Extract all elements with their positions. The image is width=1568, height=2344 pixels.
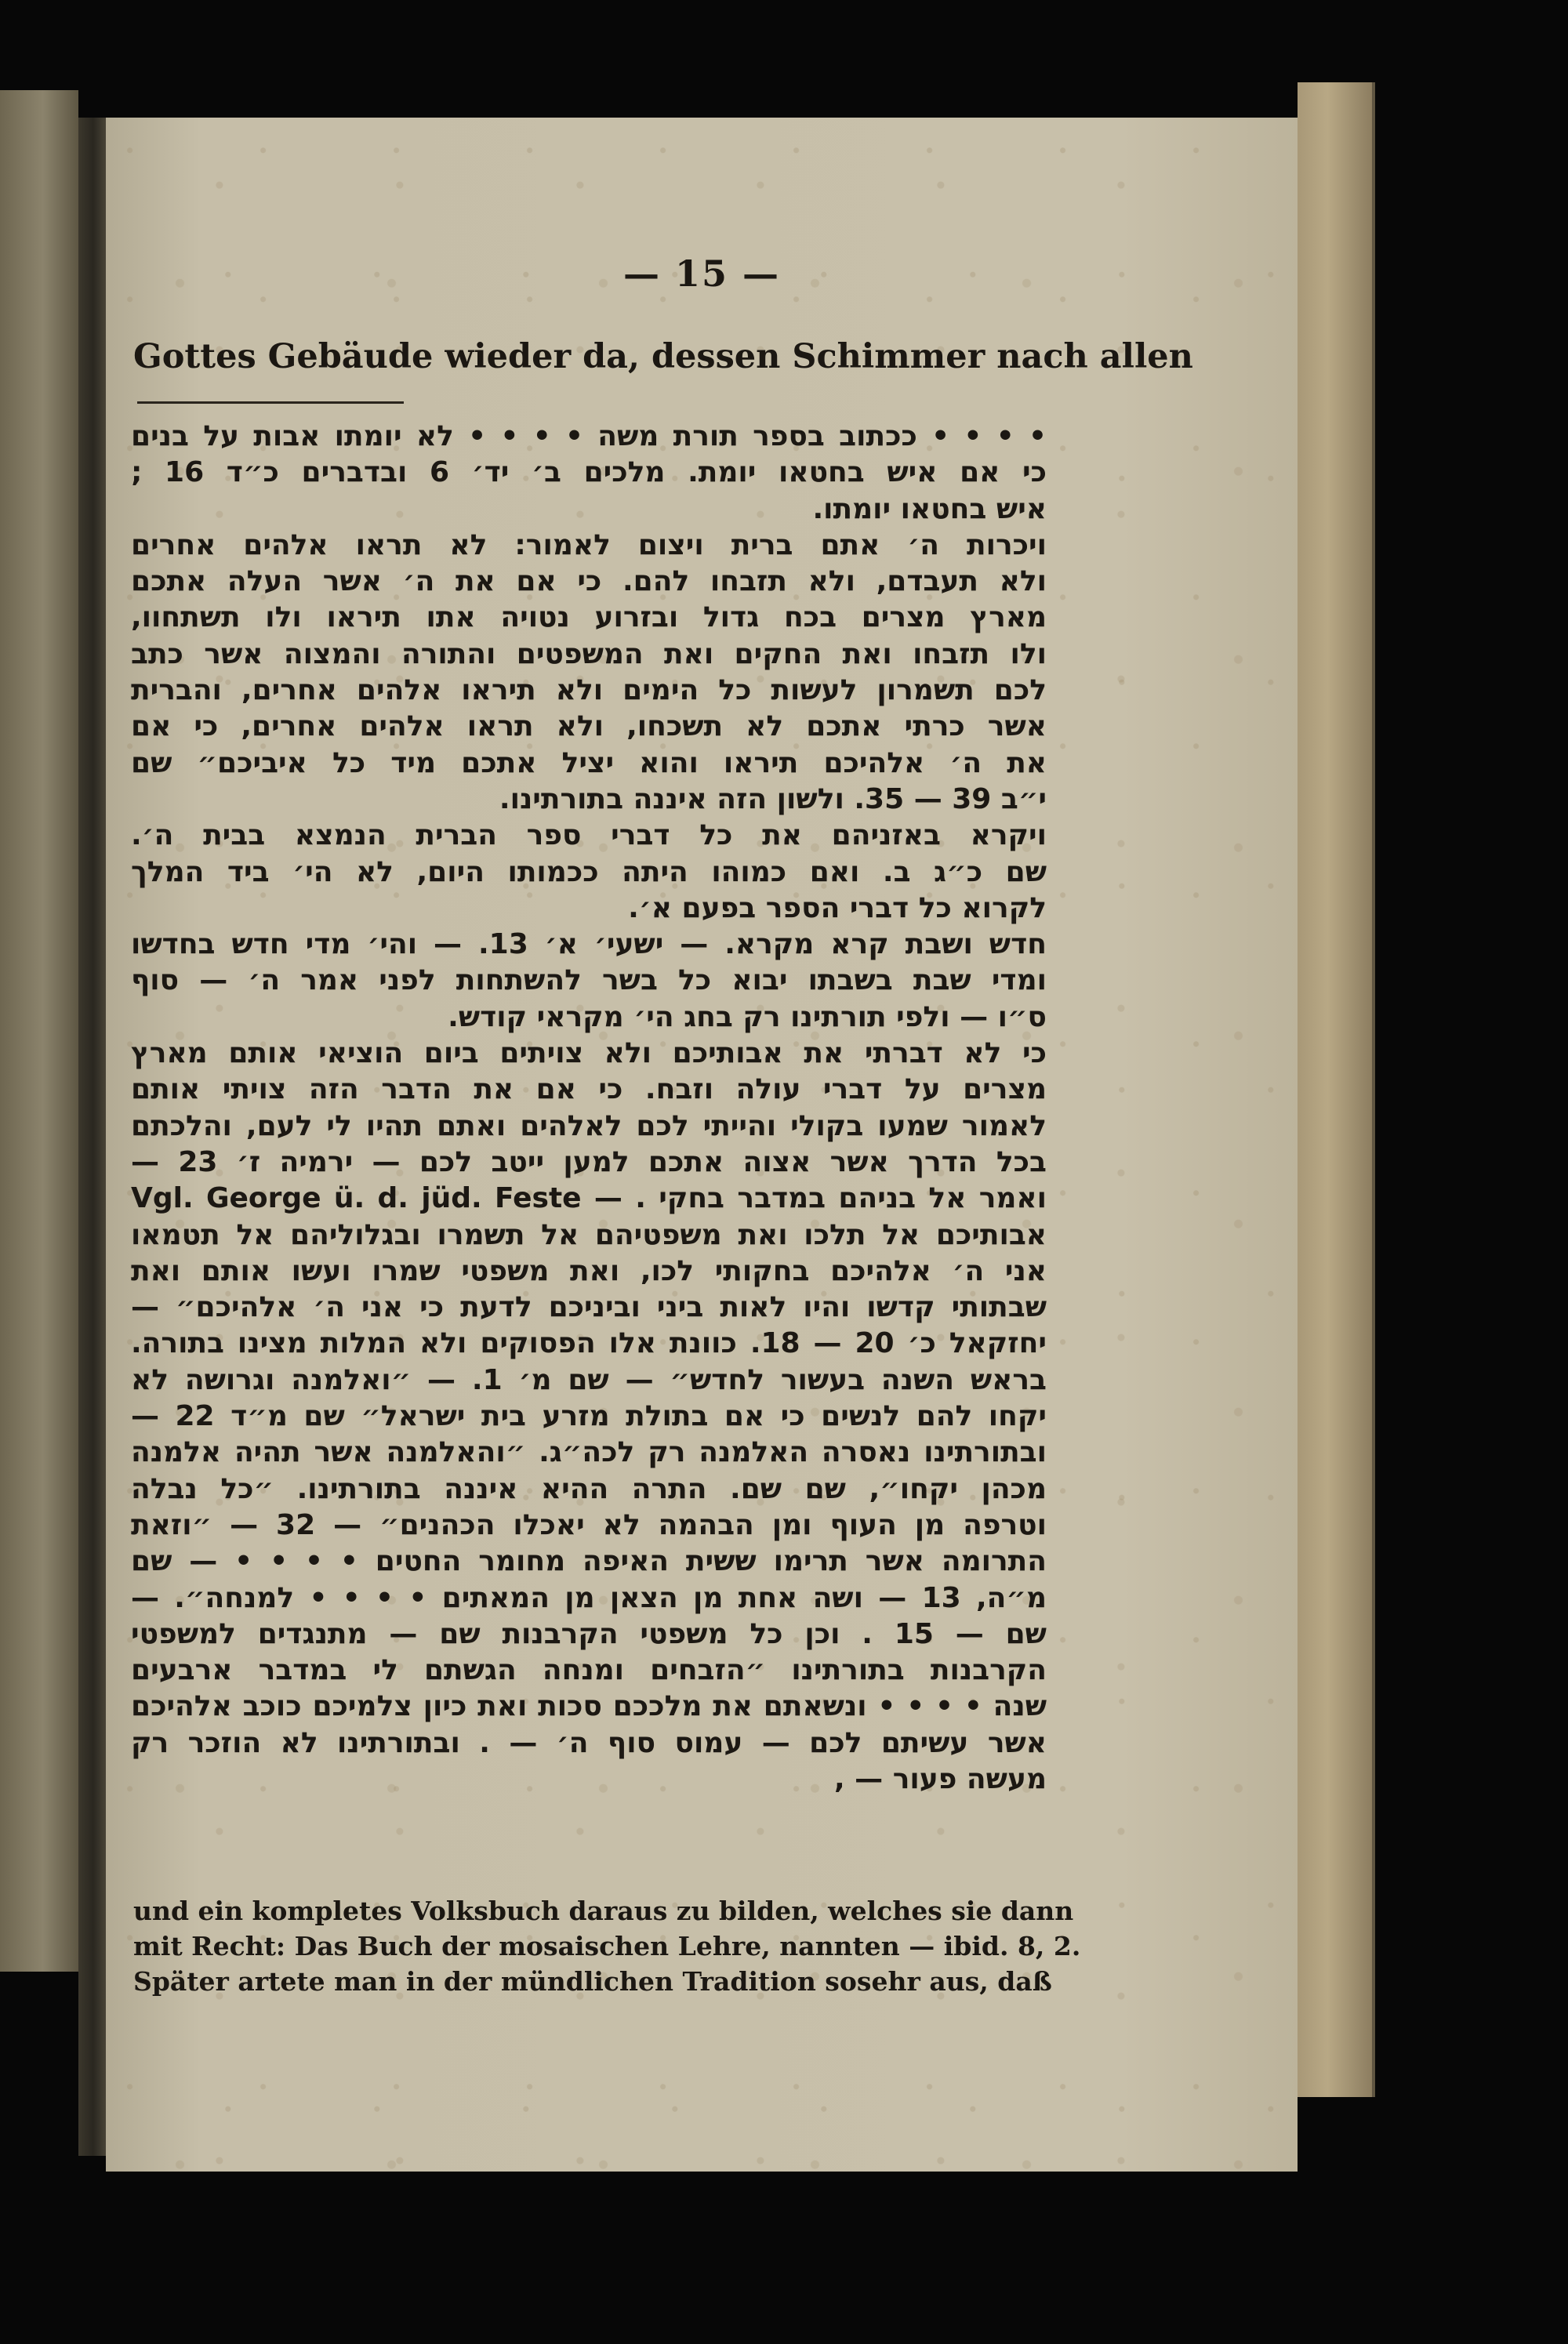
page-number: — 15 — [622,252,781,295]
hebrew-footnote [131,419,1047,1798]
hebrew-line: ובתורתינו נאסרה האלמנה רק לכה״ג. ״והאלמנה אשר תהיה אלמנה [131,1436,1047,1469]
hebrew-line: מ״ה, 13 — ושה אחת מן הצאן מן המאתים • • • • למנחה״. — [131,1581,1047,1614]
hebrew-line: איש בחטאו יומתו. [812,492,1047,525]
german-continuation [133,1893,1081,1999]
hebrew-line: הקרבנות בתורתינו ״הזבחים ומנחה הגשתם לי במדבר ארבעים [131,1654,1047,1687]
hebrew-line: מעשה פעור — , [833,1762,1047,1795]
footnote-rule [137,401,404,404]
hebrew-line: ס״ו — ולפי תורתינו רק בחג הי׳ מקראי קודש. [448,1000,1047,1033]
hebrew-line: י״ב 39 — 35. ולשון הזה איננה בתורתינו. [499,782,1047,815]
hebrew-line: לקרוא כל דברי הספר בפעם א׳. [628,891,1047,924]
hebrew-line: ויקרא באזניהם את כל דברי ספר הברית הנמצא בבית ה׳. [131,819,1047,852]
hebrew-line: שם כ״ג ב. ואם כמוהו היתה ככמותו היום, לא הי׳ ביד המלך [131,855,1047,888]
hebrew-line: בראש השנה בעשור לחדש״ — שם מ׳ 1. — ״ואלמנה וגרושה לא [131,1363,1047,1396]
hebrew-line: לאמור שמעו בקולי והייתי לכם לאלהים ואתם תהיו לי לעם, והלכתם [131,1109,1047,1142]
book-page [106,118,1298,2172]
hebrew-line: יחזקאל כ׳ 20 — 18. כוונת אלו הפסוקים ולא המלות מצינו בתורה. [131,1327,1047,1360]
german-line: und ein kompletes Volksbuch daraus zu bilden, welches sie dann [133,1896,1074,1926]
hebrew-line: ומדי שבת בשבתו יבוא כל בשר להשתחות לפני אמר ה׳ — סוף [131,964,1047,997]
hebrew-line: ולא תעבדם, ולא תזבחו להם. כי אם את ה׳ אשר העלה אתכם [131,565,1047,598]
hebrew-line: כי אם איש בחטאו יומת. מלכים ב׳ יד׳ 6 ובדברים כ״ד 16 ; [131,456,1047,489]
german-line: Später artete man in der mündlichen Tradition sosehr aus, daß [133,1966,1052,1997]
hebrew-line: אני ה׳ אלהיכם בחקותי לכו, ואת משפטי שמרו ועשו אותם ואת [131,1254,1047,1287]
hebrew-line: שם — 15 . וכן כל משפטי הקרבנות שם — מתנגדים למשפטי [131,1617,1047,1650]
hebrew-line: • • • • ככתוב בספר תורת משה • • • • לא יומתו אבות על בנים [131,420,1047,452]
hebrew-line: מצרים על דברי עולה וזבח. כי אם את הדבר הזה צויתי אותם [131,1073,1047,1106]
hebrew-line: התרומה אשר תרימו ששית האיפה מחומר החטים • • • • — שם [131,1545,1047,1578]
hebrew-line: אבותיכם אל תלכו ואת משפטיהם אל תשמרו ובגלוליהם אל תטמאו [131,1218,1047,1251]
hebrew-line: אשר כרתי אתכם לא תשכחו, ולא תראו אלהים אחרים, כי אם [131,710,1047,743]
hebrew-line: את ה׳ אלהיכם תיראו והוא יציל אתכם מיד כל איביכם״ שם [131,746,1047,779]
hebrew-line: חדש ושבת קרא מקרא. — ישעי׳ א׳ 13. — והי׳ מדי חדש בחדשו [131,928,1047,961]
hebrew-line: ולו תזבחו ואת החקים ואת המשפטים והתורה והמצוה אשר כתב [131,637,1047,670]
header-line: Gottes Gebäude wieder da, dessen Schimmer nach allen [133,337,1193,376]
hebrew-line: שנה • • • • ונשאתם את מלככם סכות ואת כיון צלמיכם כוכב אלהיכם [131,1690,1047,1723]
book-gutter [78,118,108,2156]
hebrew-line: Vgl. George ü. d. jüd. Feste — . ואמר אל בניהם במדבר בחקי [131,1182,1047,1215]
left-page-edge [0,90,78,1972]
german-line: mit Recht: Das Buch der mosaischen Lehre, nannten — ibid. 8, 2. [133,1931,1081,1961]
hebrew-line: מכהן יקחו״, שם שם. התרה ההיא איננה בתורתינו. ״כל נבלה [131,1472,1047,1505]
hebrew-line: יקחו להם לנשים כי אם בתולת מזרע בית ישראל״ שם מ״ד 22 — [131,1400,1047,1433]
hebrew-line: כי לא דברתי את אבותיכם ולא צויתים ביום הוציאי אותם מארץ [131,1037,1047,1070]
hebrew-line: בכל הדרך אשר אצוה אתכם למען ייטב לכם — ירמיה ז׳ 23 — [131,1145,1047,1178]
hebrew-line: אשר עשיתם לכם — עמוס סוף ה׳ — . ובתורתינו לא הוזכר רק [131,1726,1047,1759]
hebrew-line: לכם תשמרון לעשות כל הימים ולא תיראו אלהים אחרים, והברית [131,674,1047,707]
hebrew-line: וטרפה מן העוף ומן הבהמה לא יאכלו הכהנים״ — 32 — ״וזאת [131,1508,1047,1541]
cover-edge [1298,82,1375,2097]
hebrew-line: ויכרות ה׳ אתם ברית ויצום לאמור: לא תראו אלהים אחרים [131,528,1047,561]
hebrew-line: מארץ מצרים בכח גדול ובזרוע נטויה אתו תיראו ולו תשתחוו, [131,601,1047,634]
hebrew-line: שבתותי קדשו והיו לאות ביני וביניכם לדעת כי אני ה׳ אלהיכם״ — [131,1291,1047,1324]
